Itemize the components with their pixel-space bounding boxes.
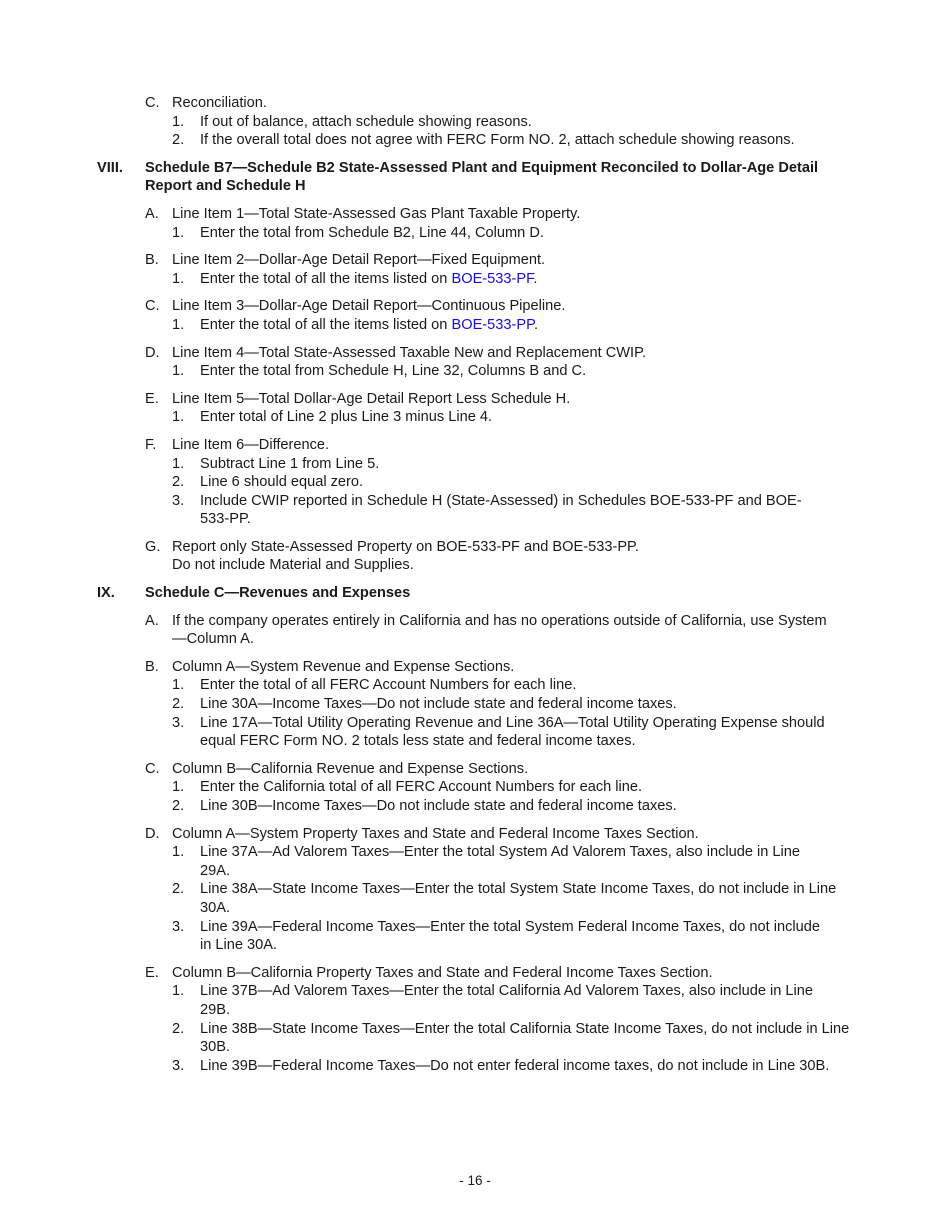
subsection-letter: G. — [145, 538, 161, 555]
item-text: Include CWIP reported in Schedule H (State-Assessed) in Schedules BOE-533-PF and BOE-533-PP. — [200, 492, 802, 528]
subsection-note: Do not include Material and Supplies. — [172, 557, 414, 574]
subsection-letter: C. — [145, 298, 160, 315]
document-page — [0, 94, 950, 1084]
item-number: 1. — [172, 316, 185, 333]
item-text: If the overall total does not agree with FERC Form NO. 2, attach schedule showing reasons. — [200, 132, 795, 149]
subsection-title: Column B—California Property Taxes and State and Federal Income Taxes Section. — [172, 964, 713, 981]
item-text: Line 37B—Ad Valorem Taxes—Enter the total California Ad Valorem Taxes, also include in Line 29B. — [200, 983, 814, 1018]
item-number: 3. — [172, 714, 185, 731]
item-text: Enter the total from Schedule H, Line 32, Columns B and C. — [200, 363, 587, 380]
item-number: 2. — [172, 881, 185, 898]
subsection-letter: F. — [145, 436, 157, 453]
item-text: Line 39A—Federal Income Taxes—Enter the total System Federal Income Taxes, do not include in Line 30A. — [200, 918, 821, 954]
subsection-title: Column A—System Revenue and Expense Sections. — [172, 658, 515, 675]
subsection-letter: B. — [145, 658, 159, 675]
subsection-california-revenue — [0, 760, 950, 816]
subsection-letter: A. — [145, 205, 159, 222]
subsection-line-item-3 — [0, 297, 950, 334]
boe-533-pp-link[interactable]: BOE-533-PP — [451, 316, 534, 333]
subsection-line-item-2 — [0, 251, 950, 288]
item-text: Enter the California total of all FERC Account Numbers for each line. — [200, 779, 643, 796]
subsection-system-revenue — [0, 658, 950, 751]
subsection-letter: C. — [145, 760, 160, 777]
subsection-line-item-1 — [0, 205, 950, 242]
item-number: 1. — [172, 409, 185, 426]
subsection-letter: D. — [145, 344, 160, 361]
item-text: Line 38A—State Income Taxes—Enter the total System State Income Taxes, do not include in Line 30A. — [200, 881, 837, 916]
subsection-letter: D. — [145, 825, 160, 842]
item-number: 1. — [172, 363, 185, 380]
subsection-letter: B. — [145, 252, 159, 269]
item-text: Line 30B—Income Taxes—Do not include state and federal income taxes. — [200, 798, 677, 814]
subsection-system-taxes — [0, 825, 950, 955]
item-text: Line 37A—Ad Valorem Taxes—Enter the total System Ad Valorem Taxes, also include in Line 29A. — [200, 844, 801, 879]
item-number: 1. — [172, 844, 185, 861]
item-number: 2. — [172, 474, 185, 491]
item-number: 1. — [172, 224, 185, 241]
item-text: Enter total of Line 2 plus Line 3 minus Line 4. — [200, 409, 493, 426]
subsection-letter: C. — [145, 95, 160, 111]
item-number: 1. — [172, 983, 185, 1000]
item-text: Line 30A—Income Taxes—Do not include state and federal income taxes. — [200, 696, 677, 713]
item-punctuation: . — [533, 316, 539, 333]
section-title: Schedule B7—Schedule B2 State-Assessed Plant and Equipment Reconciled to Dollar-Age Detail Report and Schedule H — [145, 159, 819, 195]
item-number: 1. — [172, 455, 185, 472]
subsection-title: Reconciliation. — [172, 95, 267, 111]
item-number: 2. — [172, 696, 185, 713]
item-number: 2. — [172, 798, 185, 814]
subsection-title: Line Item 4—Total State-Assessed Taxable New and Replacement CWIP. — [172, 344, 646, 361]
subsection-title: Line Item 3—Dollar-Age Detail Report—Continuous Pipeline. — [172, 298, 566, 315]
subsection-title: Column A—System Property Taxes and State and Federal Income Taxes Section. — [172, 825, 699, 842]
item-number: 1. — [172, 113, 185, 130]
item-number: 1. — [172, 270, 185, 287]
subsection-title: Line Item 1—Total State-Assessed Gas Plant Taxable Property. — [172, 205, 581, 222]
subsection-title: Line Item 6—Difference. — [172, 436, 330, 453]
subsection-letter: A. — [145, 612, 159, 629]
item-number: 3. — [172, 918, 185, 935]
item-text: Enter the total from Schedule B2, Line 44, Column D. — [200, 224, 544, 241]
subsection-california-taxes — [0, 964, 950, 1076]
item-punctuation: . — [533, 270, 538, 287]
subsection-line-item-6 — [0, 436, 950, 529]
subsection-state-assessed-note — [0, 538, 950, 575]
subsection-line-item-4 — [0, 344, 950, 381]
subsection-line-item-5 — [0, 390, 950, 427]
item-text: Line 6 should equal zero. — [200, 474, 364, 491]
section-number: IX. — [97, 585, 115, 602]
subsection-letter: E. — [145, 964, 159, 981]
boe-533-pf-link[interactable]: BOE-533-PF — [451, 270, 534, 287]
page-number: - 16 - — [459, 1173, 491, 1188]
section-heading-ix — [0, 584, 950, 603]
item-number: 1. — [172, 677, 185, 694]
item-text: Line 39B—Federal Income Taxes—Do not enter federal income taxes, do not include in Line 30B. — [200, 1057, 830, 1074]
item-text: Enter the total of all the items listed on — [200, 316, 452, 333]
subsection-title: Line Item 5—Total Dollar-Age Detail Report Less Schedule H. — [172, 390, 571, 407]
section-title: Schedule C—Revenues and Expenses — [145, 585, 411, 602]
section-heading-viii — [0, 159, 950, 196]
subsection-california-only — [0, 612, 950, 649]
subsection-reconciliation — [0, 94, 950, 150]
subsection-letter: E. — [145, 390, 159, 407]
item-number: 1. — [172, 779, 185, 796]
subsection-title: Report only State-Assessed Property on BOE-533-PF and BOE-533-PP. — [172, 538, 639, 555]
item-number: 2. — [172, 1020, 185, 1037]
item-text: Subtract Line 1 from Line 5. — [200, 455, 380, 472]
item-text: If out of balance, attach schedule showing reasons. — [200, 113, 532, 130]
item-text: Line 17A—Total Utility Operating Revenue and Line 36A—Total Utility Operating Expense should equal FERC Form NO. 2 totals less state and federal income taxes. — [200, 714, 825, 750]
section-number: VIII. — [97, 159, 123, 176]
subsection-title: If the company operates entirely in California and has no operations outside of California, use System—Column A. — [172, 612, 827, 648]
item-number: 3. — [172, 1057, 185, 1074]
subsection-title: Line Item 2—Dollar-Age Detail Report—Fixed Equipment. — [172, 252, 546, 269]
item-text: Line 38B—State Income Taxes—Enter the total California State Income Taxes, do not include in Line 30B. — [200, 1020, 850, 1056]
item-number: 3. — [172, 492, 185, 509]
item-text: Enter the total of all the items listed on — [200, 270, 452, 287]
subsection-title: Column B—California Revenue and Expense Sections. — [172, 760, 529, 777]
item-number: 2. — [172, 132, 185, 149]
item-text: Enter the total of all FERC Account Numbers for each line. — [200, 677, 577, 694]
